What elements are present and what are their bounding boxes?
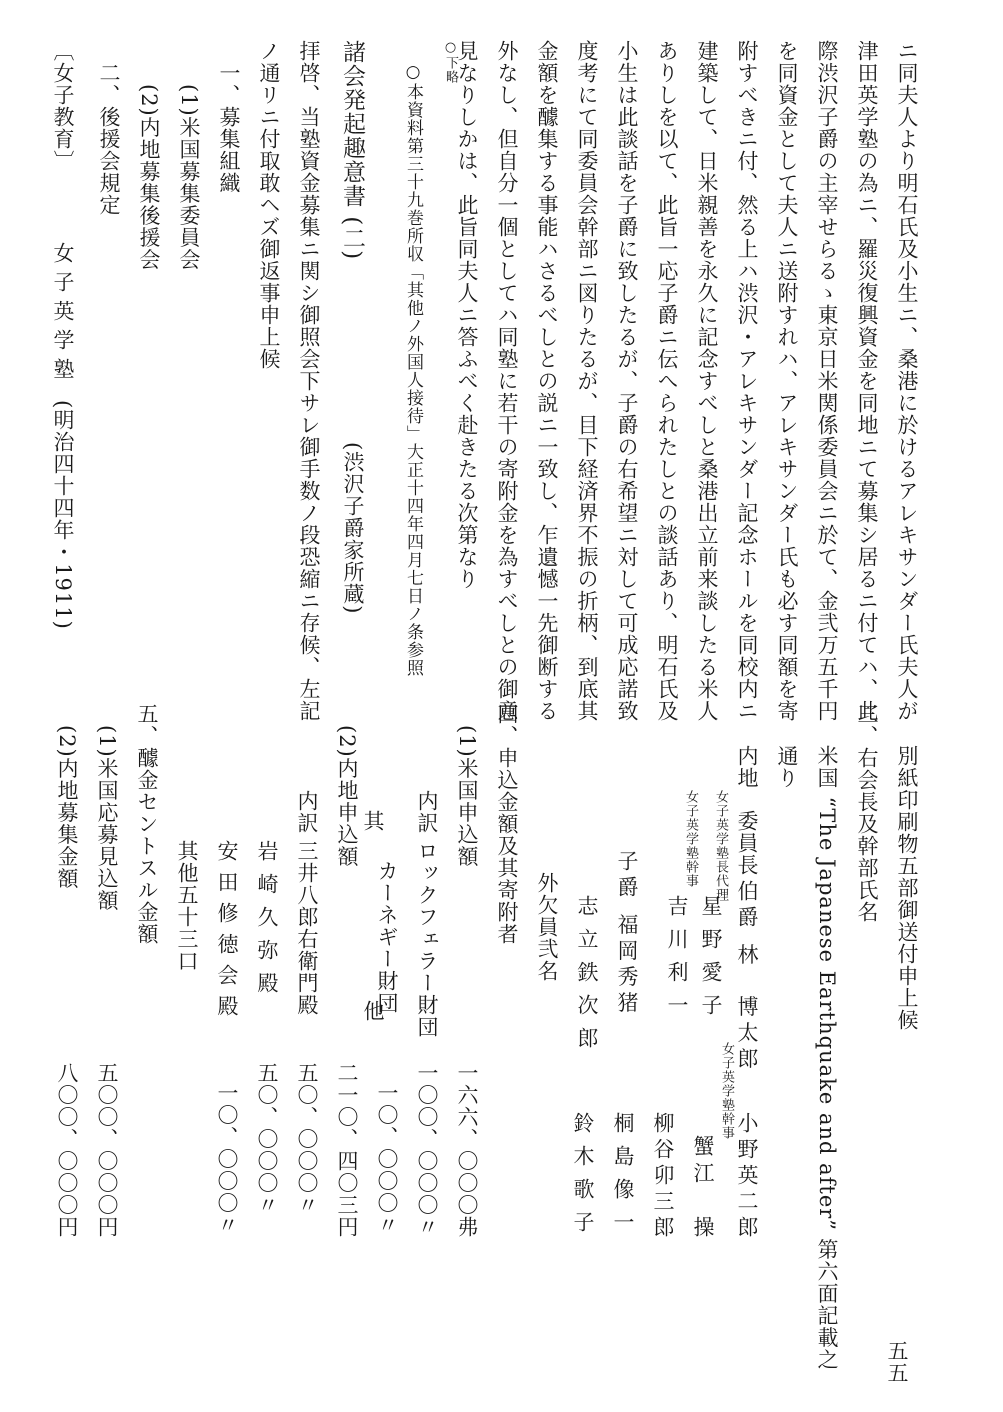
item-1a: (1)米国募集委員会 xyxy=(177,84,201,271)
page-number: 五五 xyxy=(885,1340,909,1384)
us-goal: (1)米国応募見込額 xyxy=(95,725,119,912)
bottom-head: 別紙印刷物五部御送付申上候 xyxy=(895,745,919,1031)
absent-note: 外欠員弐名 xyxy=(535,872,559,982)
text-line: 度考にて同委員会幹部ニ図りたるが、目下経済界不振の折柄、到底其 xyxy=(575,40,599,722)
breakdown-label: 内訳 xyxy=(415,790,439,834)
us-line: 米国 “The Japanese Earthquake and after” 第六面記載之 xyxy=(815,745,839,1371)
exec-role-2: 女子英学塾幹事 xyxy=(719,1042,734,1140)
vice-name: 星野愛子 xyxy=(699,895,723,1027)
kirishima-name: 桐島像一 xyxy=(611,1112,635,1244)
shidachi-name: 志立鉄次郎 xyxy=(575,895,599,1060)
us-line-end: 通り xyxy=(775,745,799,789)
text-line: 附すべきニ付、然る上ハ渋沢・アレキサンダー記念ホールを同校内ニ xyxy=(735,40,759,722)
item-1b: (2)内地募集後援会 xyxy=(137,84,161,271)
jp-application-amount: 二一〇、四〇三円 xyxy=(335,1062,359,1238)
footer-title: 女子英学塾 xyxy=(51,242,75,387)
item-4: 四、申込金額及其寄附者 xyxy=(495,703,519,945)
us-goal-amount: 五〇〇、〇〇〇円 xyxy=(95,1062,119,1238)
others-label-end: 他 xyxy=(361,1000,385,1022)
suzuki-name: 鈴木歌子 xyxy=(571,1112,595,1244)
others-label-start: 其 xyxy=(361,810,385,832)
iwasaki-amount: 五〇、〇〇〇〃 xyxy=(255,1062,279,1216)
footer-date: (明治四十四年・1911) xyxy=(51,400,75,630)
text-line: 金額を醵集する事能ハさるべしとの説ニ一致し、乍遺憾一先御断する xyxy=(535,40,559,722)
iwasaki: 岩崎久弥殿 xyxy=(255,840,279,1005)
text-line: 見なりしかは、此旨同夫人ニ答ふべく赴きたる次第なり xyxy=(455,40,479,590)
exec-name: 吉川利一 xyxy=(665,895,689,1027)
us-application: (1)米国申込額 xyxy=(455,725,479,868)
yasuda-amount: 一〇、〇〇〇〃 xyxy=(215,1082,239,1236)
text-line: 建築して、日米親善を永久に記念すべしと桑港出立前来談したる米人 xyxy=(695,40,719,722)
jp-goal-amount: 八〇〇、〇〇〇円 xyxy=(55,1062,79,1238)
doc-source: (渋沢子爵家所蔵) xyxy=(341,442,365,615)
breakdown-label-2: 内訳 xyxy=(295,790,319,834)
item-3: 三、右会長及幹部氏名 xyxy=(855,703,879,923)
yanagiya-name: 柳谷卯三郎 xyxy=(651,1112,675,1242)
source-note: ○本資料第三十九巻所収「其他ノ外国人接待」大正十四年四月七日ノ条参照 xyxy=(403,62,423,677)
jp-application: (2)内地申込額 xyxy=(335,725,359,868)
vice-role: 女子英学塾長代理 xyxy=(713,790,728,902)
president-role: 委員長 xyxy=(735,810,759,876)
kanie-name: 蟹江 操 xyxy=(691,1135,715,1243)
us-application-amount: 一六六、〇〇〇弗 xyxy=(455,1062,479,1238)
footer-source: 〔女子教育〕 xyxy=(51,40,75,172)
rockefeller-amount: 一〇〇、〇〇〇〃 xyxy=(415,1062,439,1238)
body-line: 拝啓、当塾資金募集ニ関シ御照会下サレ御手数ノ段恐縮ニ存候、左記 xyxy=(297,40,321,722)
others-53: 其他五十三口 xyxy=(175,840,199,972)
fukuoka-name: 子爵 福岡秀猪 xyxy=(615,850,639,1018)
carnegie-amount: 一〇、〇〇〇〃 xyxy=(375,1082,399,1236)
yasuda: 安田修徳会殿 xyxy=(215,840,239,1026)
naichi-label: 内地 xyxy=(735,745,759,789)
doc-title: 諸会発起趣意書 (二) xyxy=(339,40,365,261)
rockefeller: ロックフェラー財団 xyxy=(415,840,439,1038)
text-line: を同資金として夫人ニ送附すれハ、アレキサンダー氏も必す同額を寄 xyxy=(775,40,799,722)
item-1: 一、募集組織 xyxy=(217,62,241,194)
text-line: ニ同夫人より明石氏及小生ニ、桑港に於けるアレキサンダー氏夫人が xyxy=(895,40,919,722)
ryaku-note: ○下略 xyxy=(443,40,458,84)
mitsui: 三井八郎右衛門殿 xyxy=(295,840,319,1016)
text-line: 際渋沢子爵の主宰せらるゝ東京日米関係委員会ニ於て、金弐万五千円 xyxy=(815,40,839,722)
president-name: 伯爵 林 博太郎 xyxy=(735,880,759,1074)
text-line: 津田英学塾の為ニ、羅災復興資金を同地ニて募集シ居るニ付てハ、此 xyxy=(855,40,879,722)
exec-role: 女子英学塾幹事 xyxy=(683,790,698,888)
jp-goal: (2)内地募集金額 xyxy=(55,725,79,890)
text-line: ありしを以て、此旨一応子爵ニ伝へられたしとの談話あり、明石氏及 xyxy=(655,40,679,722)
item-5: 五、醵金セントスル金額 xyxy=(135,703,159,945)
carnegie: カーネギー財団 xyxy=(375,860,399,1014)
body-line: ノ通リニ付取敢ヘズ御返事申上候 xyxy=(257,40,281,370)
ono-name: 小野英二郎 xyxy=(735,1112,759,1242)
text-line: 小生は此談話を子爵に致したるが、子爵の右希望ニ対して可成応諾致 xyxy=(615,40,639,722)
item-2: 二、後援会規定 xyxy=(97,62,121,216)
text-line: 外なし、但自分一個としてハ同塾に若干の寄附金を為すべしとの御意 xyxy=(495,40,519,722)
mitsui-amount: 五〇、〇〇〇〃 xyxy=(295,1062,319,1216)
